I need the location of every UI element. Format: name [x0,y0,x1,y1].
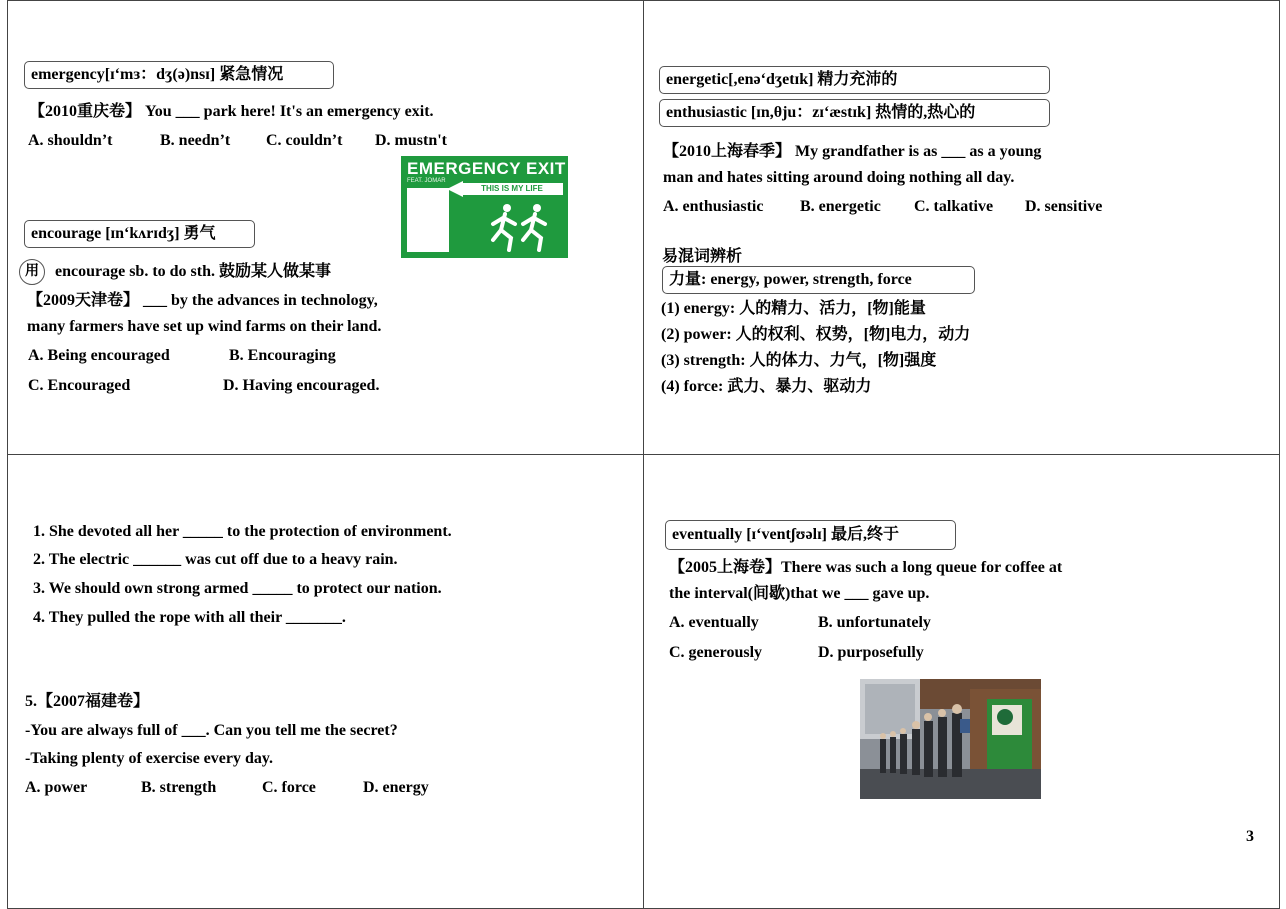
q2-option-c: C. Encouraged [28,377,131,394]
question-line-2: man and hates sitting around doing nothing all day. [663,169,1015,186]
q2-option-d: D. Having encouraged. [223,377,380,394]
vocab-box-encourage: encourage [ɪn‘kʌrɪdʒ] 勇气 [24,220,255,248]
q5-option-b: B. strength [141,779,217,796]
q5-option-a: A. power [25,779,88,796]
q1-option-b: B. needn’t [160,132,231,149]
option-b: B. unfortunately [818,614,931,631]
option-a: A. eventually [669,614,759,631]
option-b: B. energetic [800,198,881,215]
exit-sign-bar: THIS IS MY LIFE [461,183,563,195]
exercise-sentence-1: 1. She devoted all her _____ to the protection of environment. [33,523,452,540]
meaning-item-2: (2) power: 人的权利、权势，[物]电力，动力 [661,326,971,343]
meaning-item-3: (3) strength: 人的体力、力气，[物]强度 [661,352,937,369]
question-5-line-2: -Taking plenty of exercise every day. [25,750,273,767]
option-d: D. sensitive [1025,198,1103,215]
question-2-line-1: 【2009天津卷】 ___ by the advances in technology, [27,292,378,309]
question-line-1: 【2005上海卷】There was such a long queue for coffee at [669,559,1063,576]
option-c: C. talkative [914,198,994,215]
section-title: 易混词辨析 [662,248,743,265]
q1-option-c: C. couldn’t [266,132,343,149]
exercise-sentence-3: 3. We should own strong armed _____ to protect our nation. [33,580,442,597]
option-a: A. enthusiastic [663,198,764,215]
vocab-box-emergency: emergency[ɪ‘mɜ：dʒ(ə)nsɪ] 紧急情况 [24,61,334,89]
question-5-line-1: -You are always full of ___. Can you tell me the secret? [25,722,398,739]
exercise-sentence-2: 2. The electric ______ was cut off due to a heavy rain. [33,551,398,568]
q1-option-d: D. mustn't [375,132,448,149]
q1-option-a: A. shouldn’t [28,132,113,149]
coffee-queue-photo [860,679,1041,799]
vocab-box-enthusiastic: enthusiastic [ɪn,θju：zɪ‘æstɪk] 热情的,热心的 [659,99,1050,127]
exit-sign-title: EMERGENCY EXIT [407,159,566,178]
meaning-item-1: (1) energy: 人的精力、活力，[物]能量 [661,300,926,317]
option-d: D. purposefully [818,644,924,661]
question-line-2: the interval(间歇)that we ___ gave up. [669,585,930,602]
meaning-item-4: (4) force: 武力、暴力、驱动力 [661,378,872,395]
question-1-stem: 【2010重庆卷】 You ___ park here! It's an emergency exit. [29,103,434,120]
question-2-line-2: many farmers have set up wind farms on their land. [27,318,382,335]
q5-option-c: C. force [262,779,316,796]
vocab-box-energetic: energetic[,enə‘dʒetɪk] 精力充沛的 [659,66,1050,94]
vocab-box-eventually: eventually [ɪ‘ventʃʊəlɪ] 最后,终于 [665,520,956,550]
usage-badge: 用 [19,259,45,285]
running-figures-icon [489,202,564,254]
question-5-title: 5.【2007福建卷】 [25,693,150,710]
page-number: 3 [1246,828,1254,845]
exercise-sentence-4: 4. They pulled the rope with all their _______. [33,609,346,626]
exit-sign-feat: FEAT. JOMAR [407,178,446,184]
q2-option-b: B. Encouraging [229,347,336,364]
force-words-box: 力量: energy, power, strength, force [662,266,975,294]
q5-option-d: D. energy [363,779,429,796]
usage-text: encourage sb. to do sth. 鼓励某人做某事 [55,263,332,280]
question-line-1: 【2010上海春季】 My grandfather is as ___ as a young [663,143,1042,160]
option-c: C. generously [669,644,763,661]
emergency-exit-sign-image [401,156,568,258]
horizontal-divider [7,454,1279,455]
q2-option-a: A. Being encouraged [28,347,170,364]
exit-sign-door [407,188,449,252]
